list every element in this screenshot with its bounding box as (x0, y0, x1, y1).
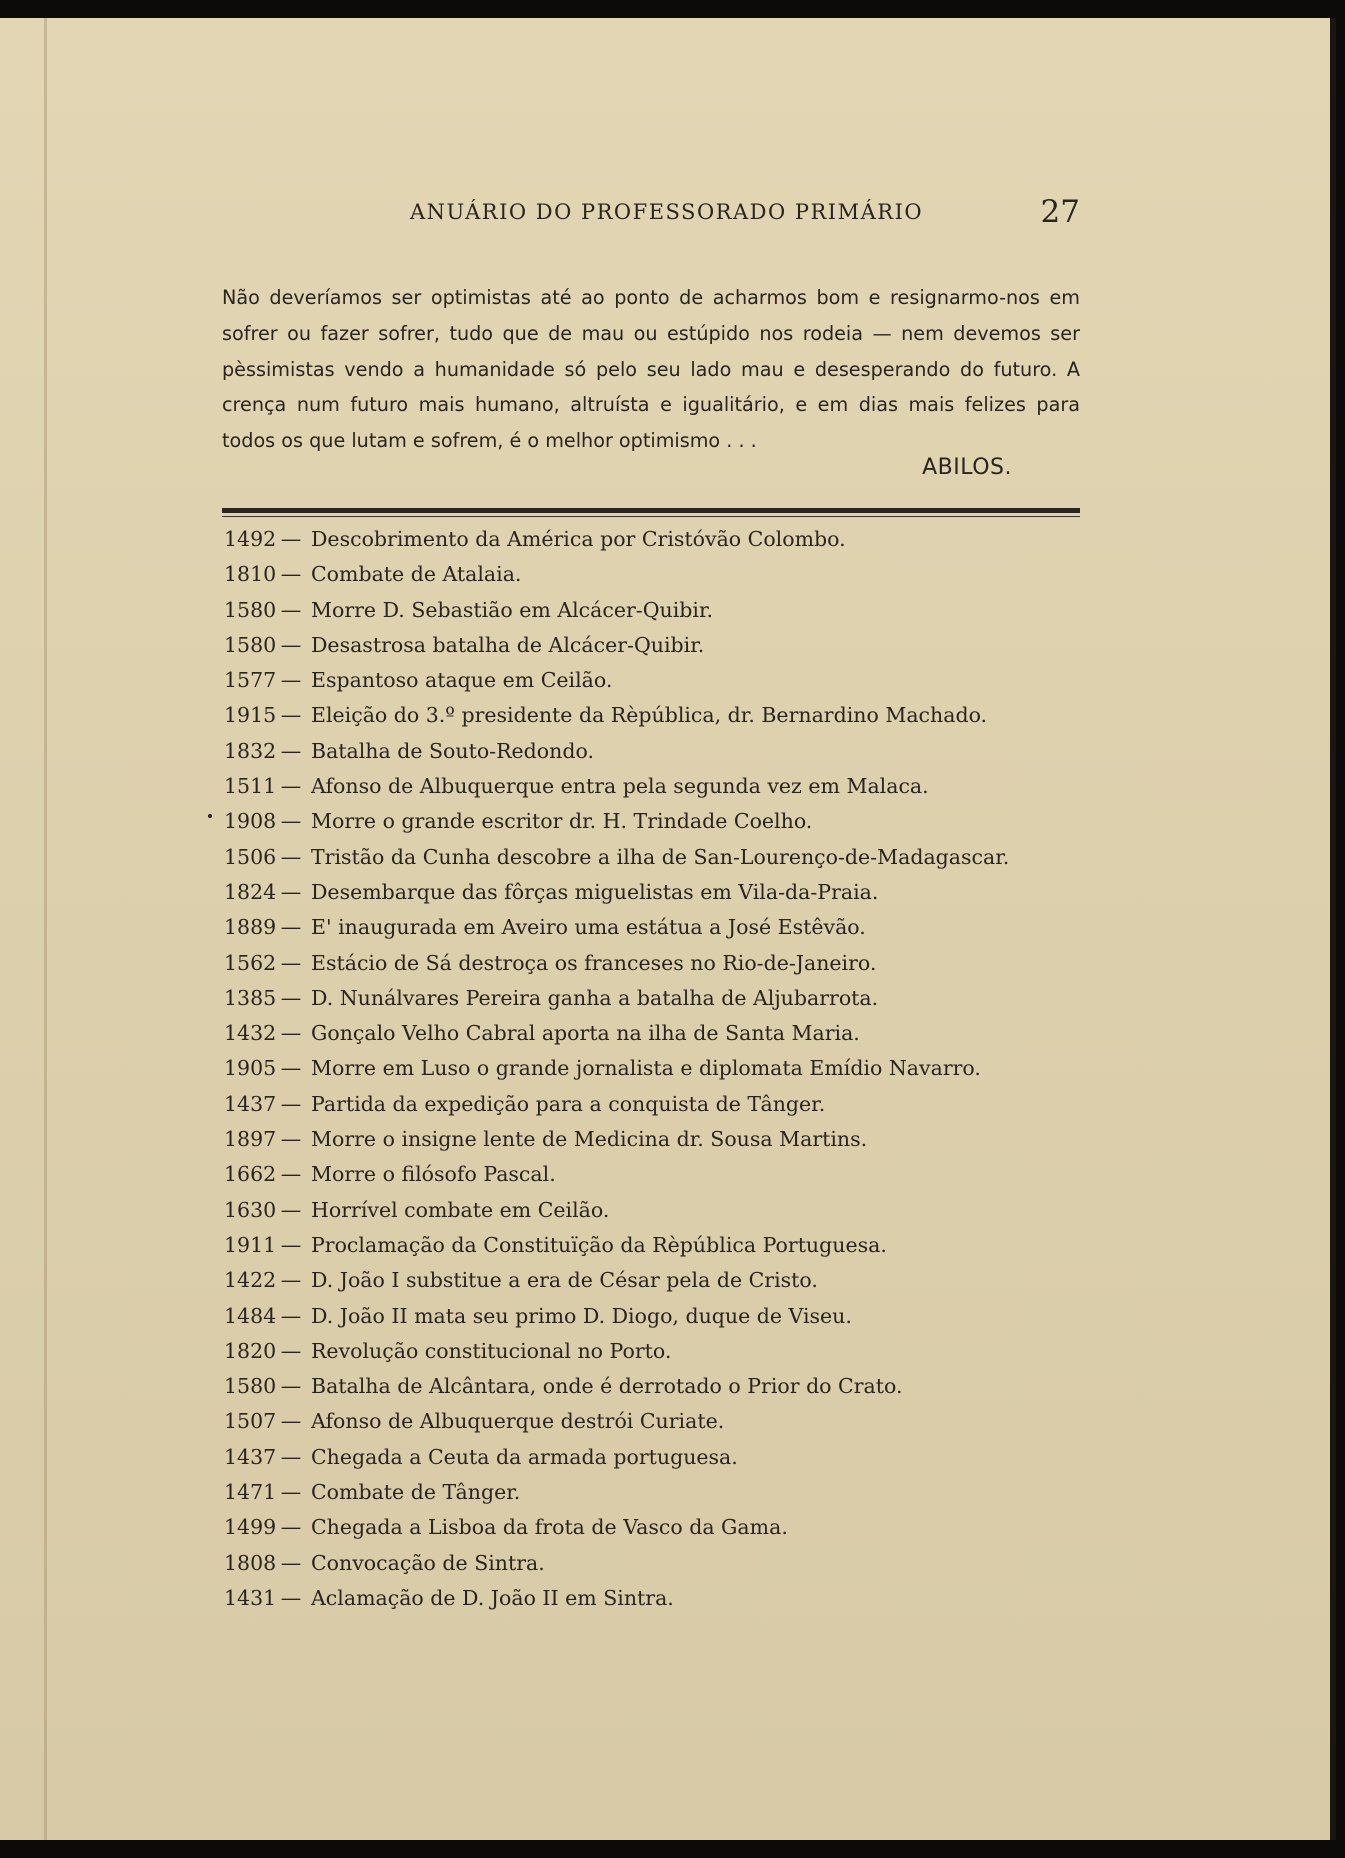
event-year: 1385 (224, 985, 277, 1010)
event-dash: — (280, 915, 302, 940)
event-year: 1889 (224, 915, 277, 940)
book-page (0, 18, 1336, 1840)
event-dash: — (280, 1021, 302, 1046)
event-year: 1630 (224, 1197, 277, 1222)
event-dash: — (280, 1268, 302, 1293)
event-text: Chegada a Lisboa da frota de Vasco da Gama. (311, 1515, 788, 1540)
event-dash: — (280, 879, 302, 904)
event-text: Revolução constitucional no Porto. (311, 1338, 672, 1363)
event-text: Morre em Luso o grande jornalista e diplomata Emídio Navarro. (311, 1056, 981, 1081)
event-year: 1897 (224, 1127, 277, 1152)
event-text: Afonso de Albuquerque destrói Curiate. (311, 1409, 725, 1434)
event-dash: — (280, 1480, 302, 1505)
event-year: 1499 (224, 1515, 277, 1540)
event-item (224, 981, 1104, 1016)
event-text: Espantoso ataque em Ceilão. (311, 668, 613, 693)
event-year: 1580 (224, 597, 277, 622)
event-text: Estácio de Sá destroça os franceses no Rio-de-Janeiro. (311, 950, 877, 975)
event-year: 1492 (224, 527, 277, 551)
event-year: 1820 (224, 1338, 277, 1363)
event-item (224, 1157, 1104, 1192)
event-item (224, 1299, 1104, 1334)
event-year: 1915 (224, 703, 277, 728)
event-dash: — (280, 632, 302, 657)
event-text: Aclamação de D. João II em Sintra. (311, 1585, 674, 1610)
event-dash: — (280, 703, 302, 728)
event-item (224, 663, 1104, 698)
event-item (224, 593, 1104, 628)
event-item (224, 1051, 1104, 1086)
event-dash: — (280, 527, 302, 551)
event-year: 1506 (224, 844, 277, 869)
event-item (224, 875, 1104, 910)
event-text: Partida da expedição para a conquista de Tânger. (311, 1091, 826, 1116)
event-text: D. Nunálvares Pereira ganha a batalha de Aljubarrota. (311, 985, 879, 1010)
event-year: 1832 (224, 738, 277, 763)
event-item (224, 769, 1104, 804)
event-text: D. João I substitue a era de César pela de Cristo. (311, 1268, 818, 1293)
event-year: 1471 (224, 1480, 277, 1505)
event-dash: — (280, 985, 302, 1010)
event-dash: — (280, 1515, 302, 1540)
event-year: 1484 (224, 1303, 277, 1328)
event-item (224, 522, 1104, 557)
event-dash: — (280, 1409, 302, 1434)
quote-paragraph: Não deveríamos ser optimistas até ao ponto de acharmos bom e resignarmo-nos em sofrer ou fazer sofrer, tudo que de mau ou estúpido nos rodeia — nem devemos ser pèssimistas vendo a humanidade só pelo seu lado mau e desesperando do futuro. A crença num futuro mais humano, altruísta e igualitário, e em dias mais felizes para todos os que lutam e sofrem, é o melhor optimismo . . . (222, 286, 1080, 453)
event-year: 1824 (224, 879, 277, 904)
event-text: Convocação de Sintra. (311, 1550, 545, 1575)
event-text: Horrível combate em Ceilão. (311, 1197, 610, 1222)
event-item (224, 1263, 1104, 1298)
event-text: Tristão da Cunha descobre a ilha de San-Lourenço-de-Madagascar. (311, 844, 1010, 869)
event-item (224, 628, 1104, 663)
event-year: 1422 (224, 1268, 277, 1293)
event-text: Chegada a Ceuta da armada portuguesa. (311, 1444, 738, 1469)
event-item (224, 1475, 1104, 1510)
event-item (224, 1510, 1104, 1545)
event-dash: — (280, 1585, 302, 1610)
event-year: 1808 (224, 1550, 277, 1575)
event-item (224, 1122, 1104, 1157)
page-header (410, 194, 1080, 234)
event-text: Desembarque das fôrças miguelistas em Vila-da-Praia. (311, 879, 879, 904)
event-text: Morre o grande escritor dr. H. Trindade Coelho. (311, 809, 813, 834)
event-year: 1908 (224, 809, 277, 834)
event-dash: — (280, 668, 302, 693)
event-dash: — (280, 1550, 302, 1575)
event-dash: — (280, 1338, 302, 1363)
event-year: 1507 (224, 1409, 277, 1434)
event-text: Morre D. Sebastião em Alcácer-Quibir. (311, 597, 714, 622)
event-dash: — (280, 774, 302, 799)
event-text: E' inaugurada em Aveiro uma estátua a José Estêvão. (311, 915, 866, 940)
event-text: Gonçalo Velho Cabral aporta na ilha de Santa Maria. (311, 1021, 860, 1046)
event-dash: — (280, 809, 302, 834)
event-dash: — (280, 738, 302, 763)
event-text: Desastrosa batalha de Alcácer-Quibir. (311, 632, 705, 657)
event-dash: — (280, 1162, 302, 1187)
running-title: ANUÁRIO DO PROFESSORADO PRIMÁRIO (410, 200, 924, 224)
event-dash: — (280, 1444, 302, 1469)
event-dash: — (280, 1303, 302, 1328)
event-item (224, 1228, 1104, 1263)
event-item (224, 1334, 1104, 1369)
event-text: Combate de Tânger. (311, 1480, 521, 1505)
event-dash: — (280, 1056, 302, 1081)
event-year: 1580 (224, 632, 277, 657)
event-year: 1511 (224, 774, 277, 799)
event-year: 1580 (224, 1374, 277, 1399)
event-item (224, 1369, 1104, 1404)
section-divider (222, 508, 1080, 513)
event-item (224, 910, 1104, 945)
event-text: Descobrimento da América por Cristóvão Colombo. (311, 527, 846, 551)
event-item (224, 1193, 1104, 1228)
event-dash: — (280, 1374, 302, 1399)
event-text: Afonso de Albuquerque entra pela segunda vez em Malaca. (311, 774, 929, 799)
event-dash: — (280, 950, 302, 975)
event-item (224, 1440, 1104, 1475)
event-text: Batalha de Souto-Redondo. (311, 738, 594, 763)
events-list (224, 522, 1104, 1616)
event-year: 1662 (224, 1162, 277, 1187)
event-dash: — (280, 1232, 302, 1257)
event-item (224, 557, 1104, 592)
event-dash: — (280, 1127, 302, 1152)
page-number: 27 (1040, 194, 1080, 230)
section-divider-thin (222, 516, 1080, 517)
event-dash: — (280, 562, 302, 587)
event-dash: — (280, 597, 302, 622)
event-text: Combate de Atalaia. (311, 562, 522, 587)
event-year: 1431 (224, 1585, 277, 1610)
event-text: Morre o filósofo Pascal. (311, 1162, 556, 1187)
event-item (224, 946, 1104, 981)
event-text: Batalha de Alcântara, onde é derrotado o Prior do Crato. (311, 1374, 903, 1399)
event-year: 1905 (224, 1056, 277, 1081)
event-text: Morre o insigne lente de Medicina dr. Sousa Martins. (311, 1127, 868, 1152)
event-item (224, 804, 1104, 839)
quote-author: ABILOS. (922, 455, 1012, 480)
event-item (224, 1404, 1104, 1439)
event-item (224, 698, 1104, 733)
event-dash: — (280, 844, 302, 869)
event-text: Eleição do 3.º presidente da Rèpública, dr. Bernardino Machado. (311, 703, 988, 728)
event-item (224, 840, 1104, 875)
event-dash: — (280, 1091, 302, 1116)
event-item (224, 1087, 1104, 1122)
event-year: 1577 (224, 668, 277, 693)
event-year: 1437 (224, 1444, 277, 1469)
event-dash: — (280, 1197, 302, 1222)
event-year: 1810 (224, 562, 277, 587)
event-year: 1432 (224, 1021, 277, 1046)
event-text: Proclamação da Constituïção da Rèpública Portuguesa. (311, 1232, 887, 1257)
event-item (224, 1016, 1104, 1051)
event-year: 1437 (224, 1091, 277, 1116)
event-text: D. João II mata seu primo D. Diogo, duque de Viseu. (311, 1303, 852, 1328)
event-item (224, 1581, 1104, 1616)
event-item (224, 734, 1104, 769)
event-item (224, 1546, 1104, 1581)
event-year: 1562 (224, 950, 277, 975)
event-year: 1911 (224, 1232, 277, 1257)
